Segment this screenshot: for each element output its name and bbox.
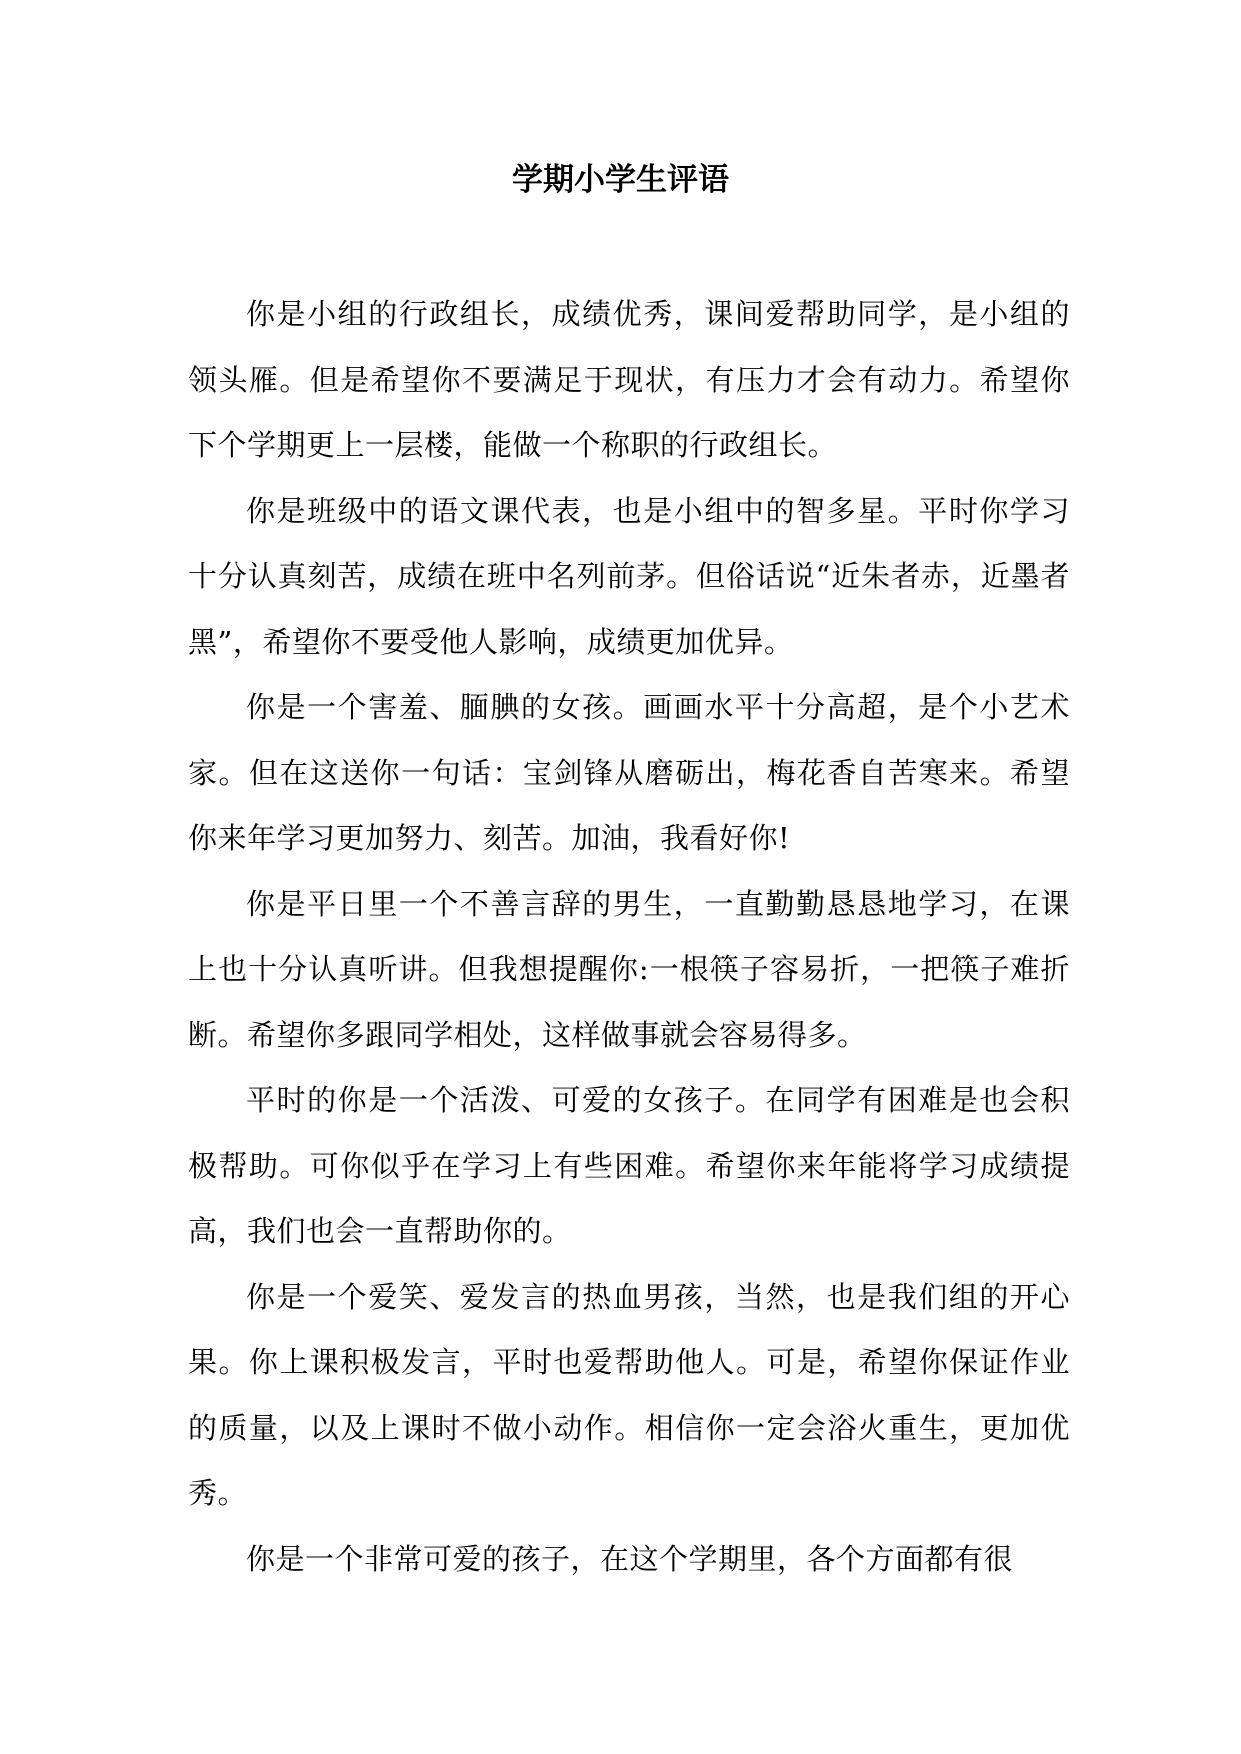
comment-paragraph-1: 你是小组的行政组长，成绩优秀，课间爱帮助同学，是小组的领头雁。但是希望你不要满足于现状，有压力才会有动力。希望你下个学期更上一层楼，能做一个称职的行政组长。 — [188, 297, 1070, 462]
comment-paragraph-5: 平时的你是一个活泼、可爱的女孩子。在同学有困难是也会积极帮助。可你似乎在学习上有些困难。希望你来年能将学习成绩提高，我们也会一直帮助你的。 — [188, 1083, 1070, 1248]
comment-paragraph-6: 你是一个爱笑、爱发言的热血男孩，当然，也是我们组的开心果。你上课积极发言，平时也爱帮助他人。可是，希望你保证作业的质量，以及上课时不做小动作。相信你一定会浴火重生，更加优秀。 — [188, 1279, 1070, 1510]
comment-paragraph-4: 你是平日里一个不善言辞的男生，一直勤勤恳恳地学习，在课上也十分认真听讲。但我想提醒你:一根筷子容易折，一把筷子难折断。希望你多跟同学相处，这样做事就会容易得多。 — [188, 886, 1070, 1052]
document-title: 学期小学生评语 — [512, 162, 729, 198]
comment-paragraph-2: 你是班级中的语文课代表，也是小组中的智多星。平时你学习十分认真刻苦，成绩在班中名列前茅。但俗话说“近朱者赤，近墨者黑”，希望你不要受他人影响，成绩更加优异。 — [188, 493, 1070, 659]
comment-paragraph-7: 你是一个非常可爱的孩子，在这个学期里，各个方面都有很 — [246, 1541, 1014, 1576]
comment-paragraph-3: 你是一个害羞、腼腆的女孩。画画水平十分高超，是个小艺术家。但在这送你一句话：宝剑锋从磨砺出，梅花香自苦寒来。希望你来年学习更加努力、刻苦。加油，我看好你! — [188, 690, 1070, 855]
document-body — [188, 282, 1070, 1592]
